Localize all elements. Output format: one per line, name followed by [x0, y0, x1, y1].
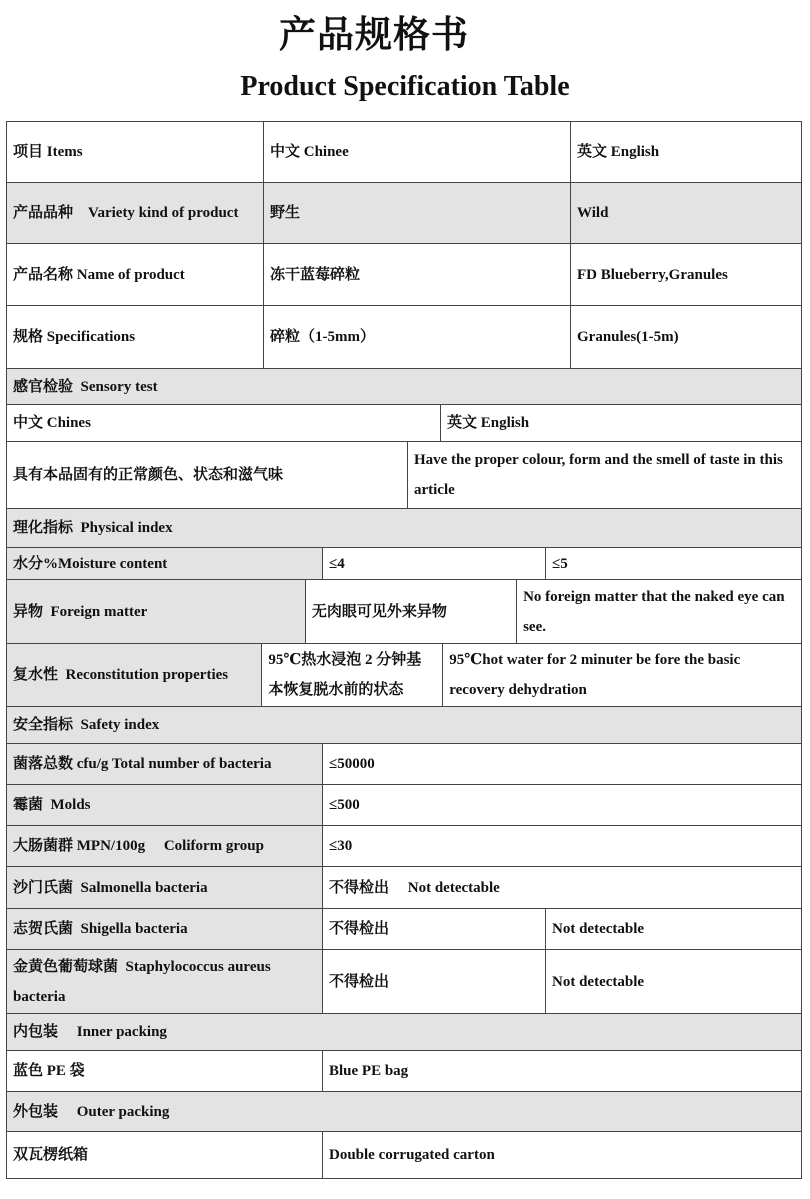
row-shigella: [7, 909, 801, 950]
foreign-matter-label: 异物 Foreign matter: [7, 580, 306, 643]
sensory-en-label: 英文 English: [447, 415, 530, 431]
outer-packing-cn: 双瓦楞纸箱: [7, 1132, 323, 1178]
staphylococcus-label: 金黄色葡萄球菌 Staphylococcus aureus bacteria: [7, 950, 323, 1013]
items-header-label: 项目 Items: [7, 122, 264, 182]
moisture-label: 水分%Moisture content: [7, 548, 323, 579]
inner-packing-cn: 蓝色 PE 袋: [7, 1051, 323, 1091]
coliform-value: ≤30: [329, 838, 353, 854]
row-variety: [7, 183, 801, 244]
section-header-inner-packing: [7, 1014, 801, 1051]
row-inner-packing: [7, 1051, 801, 1092]
row-molds: [7, 785, 801, 826]
section-header-physical: [7, 509, 801, 548]
total-bacteria-value: ≤50000: [329, 756, 375, 772]
inner-packing-en: Blue PE bag: [329, 1063, 409, 1079]
row-product-name: [7, 244, 801, 306]
sensory-cn-label: 中文 Chines: [7, 405, 441, 441]
salmonella-label: 沙门氏菌 Salmonella bacteria: [7, 867, 323, 908]
row-total-bacteria: [7, 744, 801, 785]
specifications-en: Granules(1-5m): [577, 329, 679, 345]
row-sensory-lang-header: [7, 405, 801, 442]
section-header-safety: [7, 707, 801, 744]
product-name-en: FD Blueberry,Granules: [577, 266, 728, 283]
items-header-chinese: 中文 Chinee: [264, 122, 571, 182]
salmonella-value: 不得检出 Not detectable: [329, 879, 500, 896]
outer-packing-en: Double corrugated carton: [329, 1147, 495, 1163]
row-specifications: [7, 306, 801, 369]
document: [0, 14, 810, 1179]
row-coliform: [7, 826, 801, 867]
specifications-label: 规格 Specifications: [7, 306, 264, 368]
section-header-sensory: [7, 369, 801, 405]
items-header-english: 英文 English: [577, 144, 660, 160]
section-header-outer-packing: [7, 1092, 801, 1132]
coliform-label: 大肠菌群 MPN/100g Coliform group: [7, 826, 323, 866]
variety-label: 产品品种 Variety kind of product: [7, 183, 264, 243]
sensory-cn-desc: 具有本品固有的正常颜色、状态和滋气味: [7, 442, 408, 508]
sensory-header-label: 感官检验 Sensory test: [7, 369, 801, 404]
product-name-cn: 冻干蓝莓碎粒: [264, 244, 571, 305]
page-subtitle: Product Specification Table: [240, 71, 570, 102]
row-items-header: [7, 122, 801, 183]
variety-cn: 野生: [264, 183, 571, 243]
variety-en: Wild: [571, 183, 801, 243]
moisture-cn-value: ≤4: [323, 548, 546, 579]
safety-header-label: 安全指标 Safety index: [7, 707, 801, 743]
foreign-matter-en: No foreign matter that the naked eye can see.: [523, 588, 789, 635]
sensory-en-desc: Have the proper colour, form and the smell of taste in this article: [413, 452, 787, 498]
physical-header-label: 理化指标 Physical index: [7, 509, 801, 547]
product-name-label: 产品名称 Name of product: [7, 244, 264, 305]
molds-label: 霉菌 Molds: [7, 785, 323, 825]
shigella-cn: 不得检出: [323, 909, 546, 949]
staphylococcus-en: Not detectable: [552, 973, 645, 990]
total-bacteria-label: 菌落总数 cfu/g Total number of bacteria: [7, 744, 323, 784]
row-reconstitution: [7, 644, 801, 707]
reconstitution-en: 95℃hot water for 2 minuter be fore the basic recovery dehydration: [449, 652, 744, 698]
inner-packing-header-label: 内包装 Inner packing: [7, 1014, 801, 1050]
spec-table: [6, 121, 802, 1179]
staphylococcus-cn: 不得检出: [323, 950, 546, 1013]
row-outer-packing: [7, 1132, 801, 1178]
reconstitution-label: 复水性 Reconstitution properties: [7, 644, 262, 706]
row-staphylococcus: [7, 950, 801, 1014]
moisture-en-value: ≤5: [552, 555, 568, 572]
shigella-label: 志贺氏菌 Shigella bacteria: [7, 909, 323, 949]
outer-packing-header-label: 外包装 Outer packing: [7, 1092, 801, 1131]
row-foreign-matter: [7, 580, 801, 644]
specifications-cn: 碎粒（1-5mm）: [264, 306, 571, 368]
molds-value: ≤500: [329, 797, 360, 813]
foreign-matter-cn: 无肉眼可见外来异物: [306, 580, 517, 643]
row-moisture: [7, 548, 801, 580]
page-title: 产品规格书: [279, 15, 469, 56]
row-salmonella: [7, 867, 801, 909]
shigella-en: Not detectable: [552, 921, 645, 937]
row-sensory-desc: [7, 442, 801, 509]
reconstitution-cn: 95℃热水浸泡 2 分钟基本恢复脱水前的状态: [262, 644, 443, 706]
